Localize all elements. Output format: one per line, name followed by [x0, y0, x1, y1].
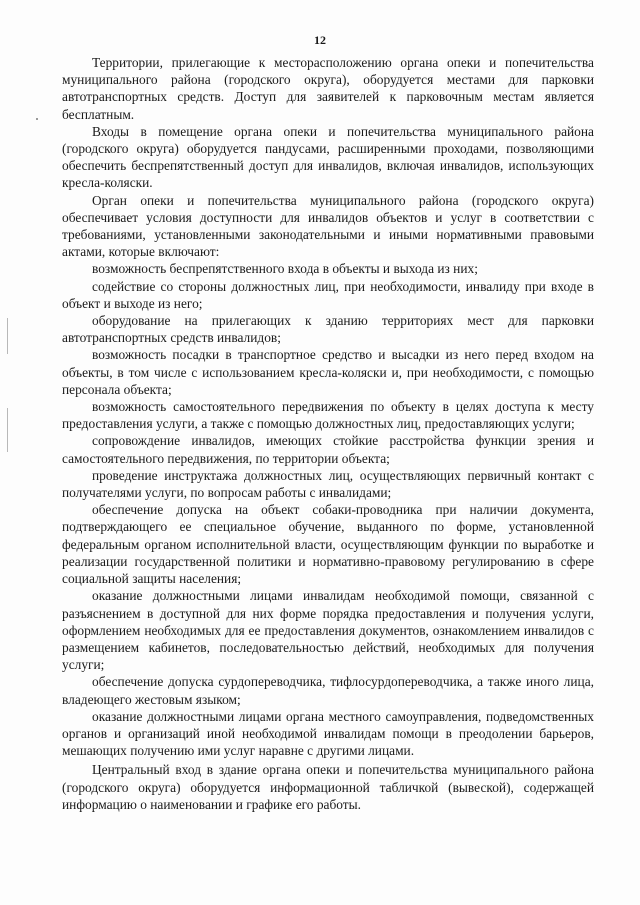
document-body: [62, 54, 594, 813]
paragraph-entrances: Входы в помещение органа опеки и попечительства муниципального района (городского округа) оборудуется пандусами, расширенными проходами, позволяющими обеспечить беспрепятственный доступ для инвалидов, включая инвалидов, использующих кресла-коляски.: [62, 123, 594, 191]
paragraph-parking: Территории, прилегающие к месторасположению органа опеки и попечительства муниципального района (городского округа), оборудуется местами для парковки автотранспортных средств. Доступ для заявителей к парковочным местам является бесплатным.: [62, 55, 594, 122]
list-item-movement: возможность самостоятельного передвижения по объекту в целях доступа к месту предоставления услуги, а также с помощью должностных лиц, предоставляющих услуги;: [62, 399, 594, 432]
scan-artifact-dot: [36, 118, 38, 120]
page-number: 12: [314, 33, 326, 47]
list-item-entrance: возможность беспрепятственного входа в объекты и выхода из них;: [92, 261, 478, 277]
scan-artifact-line: [7, 408, 8, 452]
list-item-barriers: оказание должностными лицами органа местного самоуправления, подведомственных органов и организаций иной необходимой инвалидам помощи в преодолении барьеров, мешающих получению ими услуг наравне с другими лицами.: [62, 708, 594, 759]
paragraph-accessibility-intro: Орган опеки и попечительства муниципального района (городского округа) обеспечивает условия доступности для инвалидов объектов и услуг в соответствии с требованиями, установленными законодательными и иными нормативными правовыми актами, которые включают:: [62, 192, 594, 260]
scan-artifact-line: [7, 318, 8, 354]
list-item-boarding: возможность посадки в транспортное средство и высадки из него перед входом на объекты, в том числе с использованием кресла-коляски и, при необходимости, с помощью персонала объекта;: [62, 347, 594, 397]
list-item-sign-language: обеспечение допуска сурдопереводчика, тифлосурдопереводчика, а также иного лица, владеющего жестовым языком;: [62, 674, 594, 707]
paragraph-signage: Центральный вход в здание органа опеки и попечительства муниципального района (городского округа) оборудуется информационной табличкой (вывеской), содержащей информацию о наименовании и графике его работы.: [62, 762, 594, 812]
list-item-help: оказание должностными лицами инвалидам необходимой помощи, связанной с разъяснением в доступной для них форме порядка предоставления и получения услуги, оформлением необходимых для ее предоставления документов, ознакомлением инвалидов с размещением кабинетов, последовательностью действий, необходимых для получения услуги;: [62, 588, 594, 673]
list-item-assistance: содействие со стороны должностных лиц, при необходимости, инвалиду при входе в объект и выходе из него;: [62, 278, 594, 311]
list-item-guide-dog: обеспечение допуска на объект собаки-проводника при наличии документа, подтверждающего ее специальное обучение, выданного по форме, установленной федеральным органом исполнительной власти, осуществляющим функции по выработке и реализации государственной политики и нормативно-правовому регулированию в сфере социальной защиты населения;: [62, 502, 594, 587]
list-item-parking: оборудование на прилегающих к зданию территориях мест для парковки автотранспортных средств инвалидов;: [62, 313, 594, 346]
list-item-briefing: проведение инструктажа должностных лиц, осуществляющих первичный контакт с получателями услуги, по вопросам работы с инвалидами;: [62, 467, 594, 501]
list-item-escort: сопровождение инвалидов, имеющих стойкие расстройства функции зрения и самостоятельного передвижения, по территории объекта;: [62, 433, 594, 466]
